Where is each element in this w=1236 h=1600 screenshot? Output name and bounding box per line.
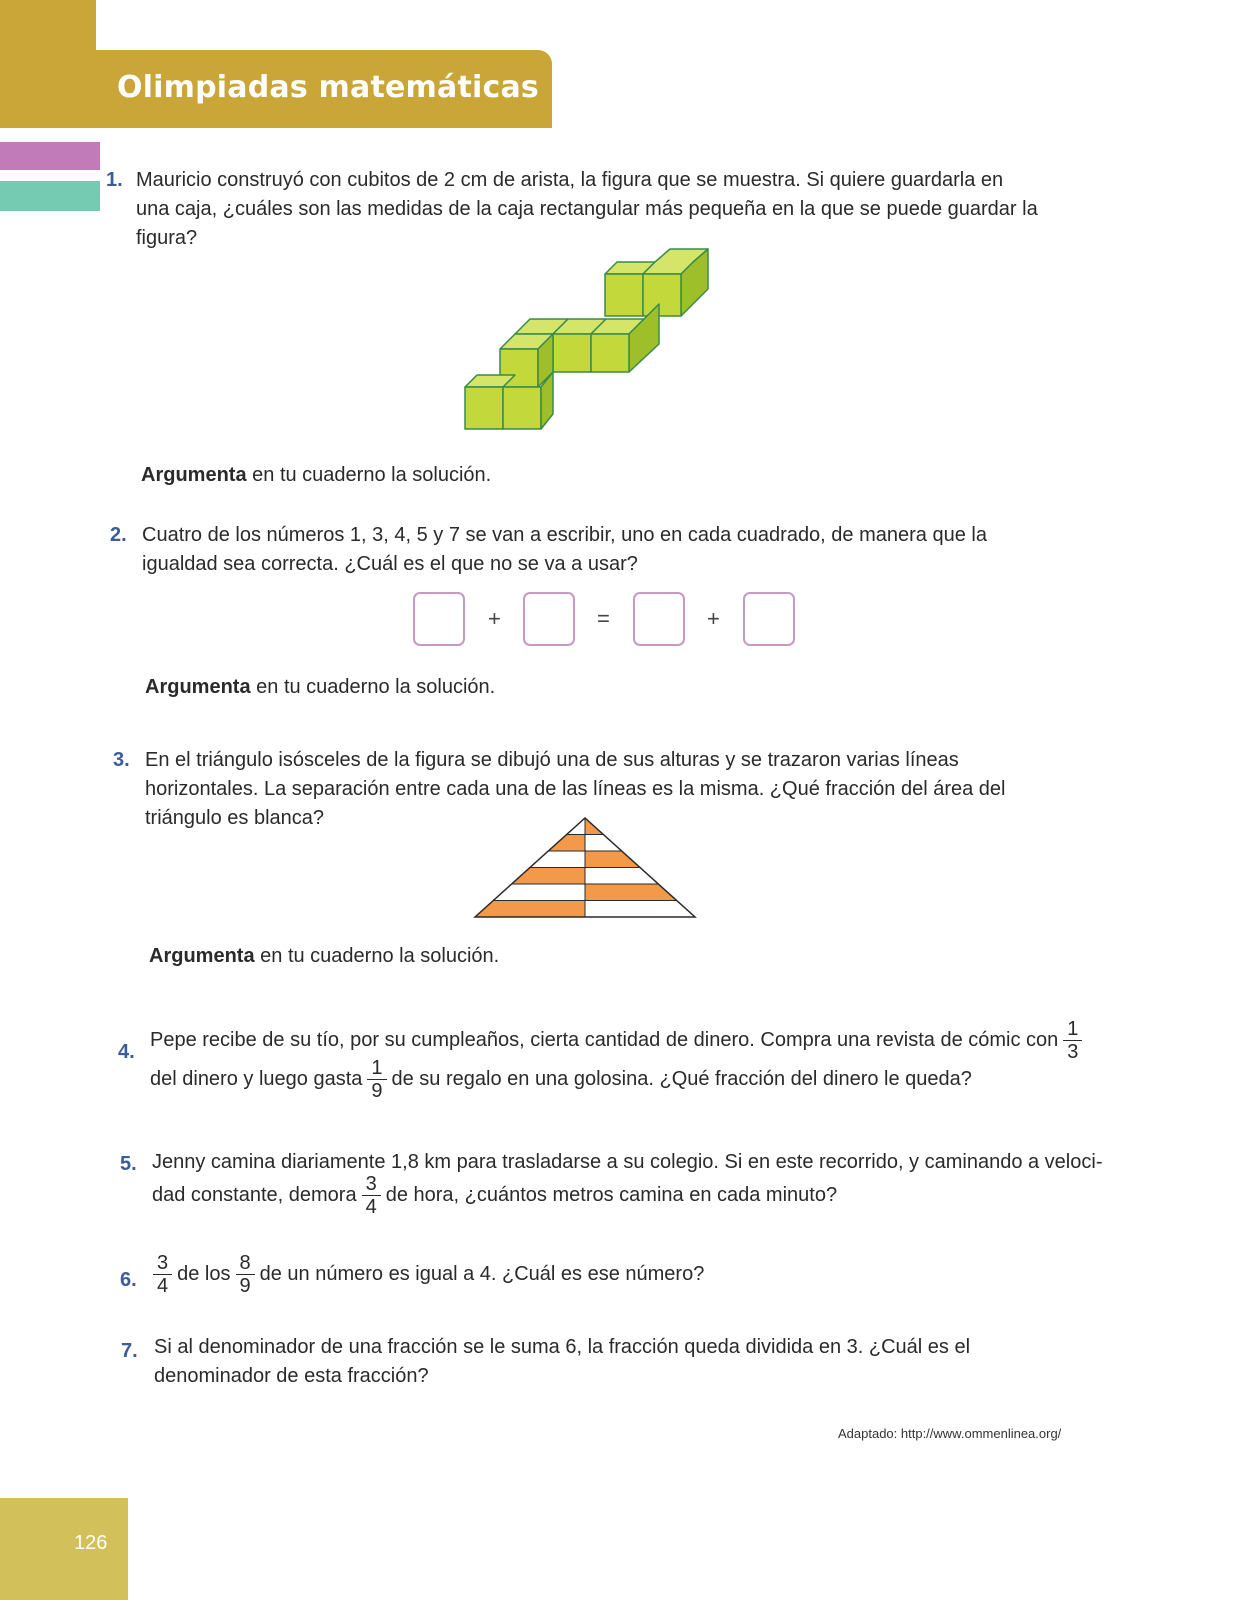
problem-text: Cuatro de los números 1, 3, 4, 5 y 7 se van a escribir, uno en cada cuadrado, de manera que la igualdad sea correcta. ¿Cuál es el que no se va a usar? <box>142 524 987 575</box>
cube-front <box>503 387 541 429</box>
problem-5 <box>120 1148 1103 1228</box>
page-title: Olimpiadas matemáticas <box>117 70 539 105</box>
orange-strip <box>585 851 698 868</box>
problem-text: Pepe recibe de su tío, por su cumpleaños, cierta cantidad de dinero. Compra una revista de cómic con <box>150 1028 1059 1051</box>
source-note: Adaptado: http://www.ommenlinea.org/ <box>838 1426 1062 1441</box>
pink-tab <box>0 142 100 170</box>
problem-text: Mauricio construyó con cubitos de 2 cm de arista, la figura que se muestra. Si quiere guardarla en una caja, ¿cuáles son las medidas de la caja rectangular más pequeña en la que se puede guardar la figura? <box>136 169 1038 249</box>
triangle-figure <box>472 816 698 920</box>
cube-front <box>591 334 629 372</box>
equation <box>413 592 813 652</box>
answer-box[interactable] <box>413 592 465 646</box>
problem-line: Jenny camina diariamente 1,8 km para trasladarse a su colegio. Si en este recorrido, y caminando a veloci- <box>152 1151 1103 1173</box>
answer-box[interactable] <box>633 592 685 646</box>
problem-number: 4. <box>118 1041 135 1063</box>
argument-bold: Argumenta <box>141 464 247 486</box>
problem-text: de los <box>177 1262 231 1285</box>
fraction: $\frac{1}{9}$ <box>367 1057 386 1102</box>
problem-text: de su regalo en una golosina. ¿Qué fracción del dinero le queda? <box>391 1067 972 1090</box>
fraction: $\frac{1}{3}$ <box>1063 1018 1082 1063</box>
cube-front <box>465 387 503 429</box>
argument-bold: Argumenta <box>145 676 251 698</box>
problem-number: 2. <box>110 524 127 546</box>
teal-tab <box>0 181 100 211</box>
problem-text: En el triángulo isósceles de la figura se dibujó una de sus alturas y se trazaron varias líneas horizontales. La separación entre cada una de las líneas es la misma. ¿Qué fracción del área del triángulo es blanca? <box>145 749 1006 829</box>
problem-number: 7. <box>121 1340 138 1362</box>
cube-front <box>643 274 681 316</box>
cube-front <box>553 334 591 372</box>
problem-4 <box>118 1018 1078 1108</box>
problem-text: del dinero y luego gasta <box>150 1067 363 1090</box>
problem-text: Si al denominador de una fracción se le suma 6, la fracción queda dividida en 3. ¿Cuál es el denominador de esta fracción? <box>154 1336 971 1387</box>
argument-rest: en tu cuaderno la solución. <box>250 676 496 698</box>
orange-strip <box>472 835 585 852</box>
problem-number: 1. <box>106 169 123 191</box>
answer-box[interactable] <box>743 592 795 646</box>
argument-note-1 <box>141 464 491 487</box>
orange-strip <box>585 818 698 835</box>
problem-line <box>150 1057 1075 1102</box>
problem-line <box>148 1252 704 1297</box>
problem-text: de un número es igual a 4. ¿Cuál es ese número? <box>259 1262 705 1285</box>
fraction: $\frac{3}{4}$ <box>153 1252 172 1297</box>
argument-note-2 <box>145 676 495 699</box>
problem-text: de hora, ¿cuántos metros camina en cada minuto? <box>385 1183 838 1206</box>
page-number: 126 <box>74 1532 108 1554</box>
problem-number: 3. <box>113 749 130 771</box>
orange-strip <box>472 901 585 918</box>
problem-line <box>152 1173 1077 1218</box>
argument-note-3 <box>149 945 499 968</box>
argument-rest: en tu cuaderno la solución. <box>254 945 500 967</box>
orange-strip <box>472 868 585 885</box>
problem-number: 5. <box>120 1153 137 1175</box>
cube-figure <box>460 244 720 444</box>
argument-rest: en tu cuaderno la solución. <box>246 464 492 486</box>
plus-sign: + <box>707 606 720 631</box>
problem-text: dad constante, demora <box>152 1183 357 1206</box>
equals-sign: = <box>597 606 610 631</box>
problem-number: 6. <box>120 1269 137 1291</box>
orange-strip <box>585 884 698 901</box>
fraction: $\frac{3}{4}$ <box>362 1173 381 1218</box>
plus-sign: + <box>488 606 501 631</box>
argument-bold: Argumenta <box>149 945 255 967</box>
page-number-box <box>0 1498 128 1600</box>
answer-box[interactable] <box>523 592 575 646</box>
fraction: $\frac{8}{9}$ <box>236 1252 255 1297</box>
problem-6 <box>120 1252 1080 1308</box>
cube-front <box>605 274 643 316</box>
